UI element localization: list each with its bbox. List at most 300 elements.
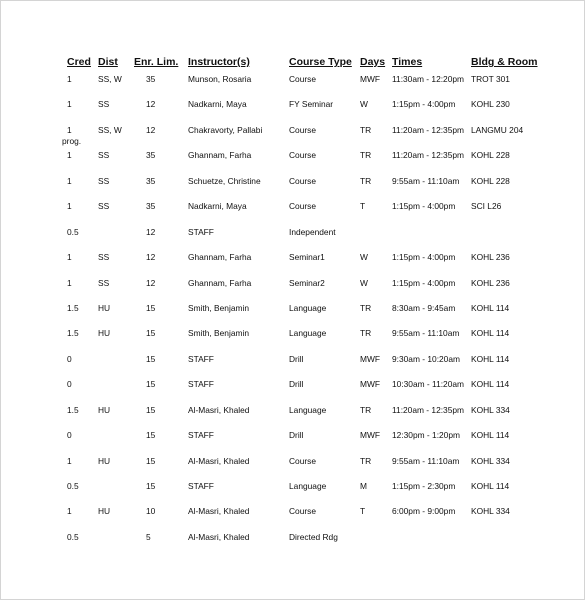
cell-dist-text: HU xyxy=(98,404,111,415)
cell-days xyxy=(360,197,392,222)
cell-cred-text: 1.5 xyxy=(67,328,79,339)
cell-course-type xyxy=(289,197,360,222)
table-header-row xyxy=(61,56,547,70)
cell-cred xyxy=(61,95,98,120)
cell-course-type xyxy=(289,375,360,400)
cell-days xyxy=(360,324,392,349)
cell-times xyxy=(392,401,471,426)
cell-course-type xyxy=(289,477,360,502)
cell-bldg-room xyxy=(471,274,547,299)
cell-enr-lim xyxy=(134,197,188,222)
cell-enr-lim xyxy=(134,299,188,324)
table-row xyxy=(61,197,547,222)
cell-cred-note: prog. xyxy=(62,135,82,146)
cell-cred-text: 1 xyxy=(67,252,72,263)
cell-enr-lim-text: 12 xyxy=(146,277,156,288)
cell-enr-lim xyxy=(134,452,188,477)
cell-bldg-room-text: KOHL 114 xyxy=(471,430,510,441)
cell-instructor xyxy=(188,248,289,273)
cell-dist-text: SS xyxy=(98,175,110,186)
cell-cred-text: 1 xyxy=(67,124,72,135)
cell-bldg-room-text: KOHL 114 xyxy=(471,302,510,313)
cell-dist xyxy=(98,528,134,553)
cell-bldg-room-text: KOHL 114 xyxy=(471,328,510,339)
cell-instructor-text: Ghannam, Farha xyxy=(188,150,252,161)
table-row xyxy=(61,375,547,400)
cell-enr-lim xyxy=(134,248,188,273)
cell-enr-lim xyxy=(134,121,188,146)
cell-cred xyxy=(61,248,98,273)
cell-instructor xyxy=(188,70,289,95)
cell-days-text: MWF xyxy=(360,353,380,364)
cell-course-type-text: Seminar2 xyxy=(289,277,325,288)
cell-instructor-text: Chakravorty, Pallabi xyxy=(188,124,263,135)
cell-instructor-text: STAFF xyxy=(188,430,214,441)
cell-times xyxy=(392,172,471,197)
table-row xyxy=(61,223,547,248)
cell-instructor xyxy=(188,274,289,299)
cell-days-text: MWF xyxy=(360,74,380,84)
cell-times xyxy=(392,350,471,375)
cell-enr-lim xyxy=(134,95,188,120)
cell-times-text: 11:20am - 12:35pm xyxy=(392,404,465,415)
cell-days xyxy=(360,274,392,299)
cell-days xyxy=(360,172,392,197)
cell-instructor xyxy=(188,197,289,222)
cell-cred xyxy=(61,70,98,95)
cell-bldg-room xyxy=(471,146,547,171)
cell-times xyxy=(392,70,471,95)
cell-course-type xyxy=(289,502,360,527)
table-row xyxy=(61,502,547,527)
cell-times xyxy=(392,375,471,400)
cell-course-type xyxy=(289,401,360,426)
cell-times-text: 9:55am - 11:10am xyxy=(392,455,460,466)
cell-course-type xyxy=(289,299,360,324)
cell-cred xyxy=(61,350,98,375)
cell-enr-lim-text: 15 xyxy=(146,455,156,466)
cell-enr-lim xyxy=(134,502,188,527)
cell-instructor xyxy=(188,528,289,553)
cell-dist xyxy=(98,401,134,426)
cell-days xyxy=(360,452,392,477)
cell-enr-lim-text: 15 xyxy=(146,379,156,390)
cell-instructor-text: STAFF xyxy=(188,481,214,491)
table-row xyxy=(61,452,547,477)
cell-days xyxy=(360,70,392,95)
cell-course-type xyxy=(289,146,360,171)
cell-enr-lim xyxy=(134,223,188,248)
cell-cred-text: 1.5 xyxy=(67,404,79,415)
cell-course-type xyxy=(289,350,360,375)
cell-times xyxy=(392,299,471,324)
table-row xyxy=(61,350,547,375)
cell-instructor xyxy=(188,324,289,349)
course-schedule-table xyxy=(61,56,547,553)
header-enr-lim: Enr. Lim. xyxy=(134,56,179,68)
cell-times-text: 10:30am - 11:20am xyxy=(392,379,465,390)
cell-dist xyxy=(98,477,134,502)
cell-dist-text: SS xyxy=(98,99,110,110)
cell-cred-text: 0 xyxy=(67,430,72,441)
cell-instructor xyxy=(188,95,289,120)
cell-days-text: TR xyxy=(360,302,372,313)
cell-days-text: TR xyxy=(360,328,372,339)
cell-course-type-text: Course xyxy=(289,175,316,186)
header-days: Days xyxy=(360,56,386,68)
cell-cred-text: 0.5 xyxy=(67,531,79,542)
cell-course-type-text: Language xyxy=(289,404,327,415)
cell-days-text: TR xyxy=(360,175,372,186)
table-row xyxy=(61,248,547,273)
cell-bldg-room xyxy=(471,324,547,349)
cell-bldg-room-text: LANGMU 204 xyxy=(471,124,524,135)
cell-times-text: 12:30pm - 1:20pm xyxy=(392,430,460,441)
cell-dist xyxy=(98,502,134,527)
cell-bldg-room xyxy=(471,70,547,95)
cell-times xyxy=(392,452,471,477)
cell-bldg-room xyxy=(471,299,547,324)
cell-dist-text: HU xyxy=(98,506,111,517)
cell-course-type-text: Language xyxy=(289,481,327,491)
cell-bldg-room xyxy=(471,197,547,222)
cell-course-type xyxy=(289,121,360,146)
cell-dist xyxy=(98,146,134,171)
cell-instructor-text: Al-Masri, Khaled xyxy=(188,506,250,517)
cell-course-type xyxy=(289,452,360,477)
cell-cred xyxy=(61,197,98,222)
table-row xyxy=(61,477,547,502)
cell-enr-lim-text: 35 xyxy=(146,175,156,186)
cell-dist-text: HU xyxy=(98,455,111,466)
cell-course-type xyxy=(289,324,360,349)
cell-instructor-text: Smith, Benjamin xyxy=(188,302,249,313)
cell-course-type xyxy=(289,223,360,248)
cell-times-text: 1:15pm - 4:00pm xyxy=(392,201,456,212)
cell-days-text: MWF xyxy=(360,379,380,390)
cell-times-text: 1:15pm - 4:00pm xyxy=(392,99,456,110)
cell-bldg-room-text: KOHL 334 xyxy=(471,455,510,466)
cell-cred xyxy=(61,121,98,146)
cell-course-type-text: Drill xyxy=(289,379,304,390)
cell-cred xyxy=(61,375,98,400)
cell-bldg-room xyxy=(471,350,547,375)
table-row xyxy=(61,95,547,120)
header-instructors: Instructor(s) xyxy=(188,56,250,68)
cell-bldg-room xyxy=(471,401,547,426)
cell-cred xyxy=(61,324,98,349)
cell-dist-text: SS xyxy=(98,201,110,212)
cell-enr-lim-text: 12 xyxy=(146,252,156,263)
cell-instructor-text: Smith, Benjamin xyxy=(188,328,249,339)
cell-times xyxy=(392,197,471,222)
cell-days xyxy=(360,375,392,400)
cell-course-type xyxy=(289,528,360,553)
cell-enr-lim xyxy=(134,324,188,349)
cell-course-type-text: Independent xyxy=(289,226,336,237)
header-cred: Cred xyxy=(67,56,91,68)
cell-times xyxy=(392,426,471,451)
cell-dist xyxy=(98,274,134,299)
cell-times xyxy=(392,121,471,146)
cell-course-type-text: Drill xyxy=(289,430,304,441)
cell-bldg-room-text: KOHL 334 xyxy=(471,506,510,517)
cell-instructor xyxy=(188,477,289,502)
cell-instructor-text: STAFF xyxy=(188,353,214,364)
cell-course-type xyxy=(289,426,360,451)
cell-enr-lim-text: 35 xyxy=(146,74,156,84)
cell-course-type xyxy=(289,248,360,273)
cell-bldg-room xyxy=(471,172,547,197)
cell-days xyxy=(360,401,392,426)
cell-bldg-room-text: KOHL 228 xyxy=(471,175,510,186)
cell-enr-lim xyxy=(134,401,188,426)
table-row xyxy=(61,146,547,171)
cell-cred xyxy=(61,401,98,426)
cell-times-text: 11:20am - 12:35pm xyxy=(392,150,465,161)
table-row xyxy=(61,121,547,146)
cell-times-text: 9:55am - 11:10am xyxy=(392,175,460,186)
cell-days-text: W xyxy=(360,252,368,263)
cell-enr-lim-text: 12 xyxy=(146,124,156,135)
cell-dist xyxy=(98,350,134,375)
cell-cred xyxy=(61,528,98,553)
cell-dist xyxy=(98,172,134,197)
cell-dist xyxy=(98,375,134,400)
cell-instructor-text: Nadkarni, Maya xyxy=(188,99,247,110)
cell-instructor-text: Ghannam, Farha xyxy=(188,252,252,263)
cell-enr-lim xyxy=(134,172,188,197)
table-row xyxy=(61,70,547,95)
cell-enr-lim-text: 15 xyxy=(146,328,156,339)
cell-instructor xyxy=(188,502,289,527)
cell-days-text: W xyxy=(360,277,368,288)
cell-enr-lim-text: 12 xyxy=(146,226,156,237)
cell-dist xyxy=(98,248,134,273)
cell-dist-text: SS xyxy=(98,252,110,263)
cell-days xyxy=(360,95,392,120)
cell-bldg-room-text: KOHL 236 xyxy=(471,277,510,288)
cell-cred-text: 1.5 xyxy=(67,302,79,313)
cell-enr-lim xyxy=(134,426,188,451)
cell-enr-lim xyxy=(134,274,188,299)
cell-instructor-text: Ghannam, Farha xyxy=(188,277,252,288)
cell-enr-lim-text: 15 xyxy=(146,481,156,491)
cell-course-type-text: Course xyxy=(289,506,316,517)
cell-days-text: TR xyxy=(360,455,372,466)
cell-times-text: 1:15pm - 4:00pm xyxy=(392,277,456,288)
cell-cred xyxy=(61,426,98,451)
cell-cred-text: 1 xyxy=(67,277,72,288)
cell-bldg-room-text: SCI L26 xyxy=(471,201,502,212)
cell-dist xyxy=(98,299,134,324)
cell-bldg-room xyxy=(471,375,547,400)
cell-days xyxy=(360,121,392,146)
cell-bldg-room-text: KOHL 114 xyxy=(471,481,510,491)
cell-course-type xyxy=(289,95,360,120)
cell-times xyxy=(392,324,471,349)
cell-days-text: W xyxy=(360,99,368,110)
cell-cred-text: 0.5 xyxy=(67,226,79,237)
cell-days xyxy=(360,248,392,273)
cell-times-text: 9:55am - 11:10am xyxy=(392,328,460,339)
cell-days xyxy=(360,223,392,248)
cell-course-type xyxy=(289,274,360,299)
cell-course-type-text: Course xyxy=(289,201,316,212)
cell-days-text: TR xyxy=(360,124,372,135)
cell-cred-text: 1 xyxy=(67,175,72,186)
cell-course-type-text: Seminar1 xyxy=(289,252,325,263)
cell-days xyxy=(360,528,392,553)
cell-times-text: 8:30am - 9:45am xyxy=(392,302,456,313)
cell-instructor xyxy=(188,121,289,146)
cell-times-text: 11:30am - 12:20pm xyxy=(392,74,465,84)
cell-days xyxy=(360,502,392,527)
cell-instructor-text: STAFF xyxy=(188,226,214,237)
cell-instructor-text: Schuetze, Christine xyxy=(188,175,261,186)
cell-enr-lim xyxy=(134,146,188,171)
cell-cred-text: 0.5 xyxy=(67,481,79,491)
table-body xyxy=(61,70,547,553)
cell-enr-lim-text: 12 xyxy=(146,99,156,110)
cell-bldg-room-text: TROT 301 xyxy=(471,74,510,84)
cell-enr-lim-text: 15 xyxy=(146,353,156,364)
table-row xyxy=(61,299,547,324)
cell-dist xyxy=(98,452,134,477)
cell-cred-text: 1 xyxy=(67,201,72,212)
cell-times xyxy=(392,528,471,553)
cell-bldg-room xyxy=(471,248,547,273)
cell-times xyxy=(392,223,471,248)
cell-dist-text: HU xyxy=(98,302,111,313)
cell-times-text: 11:20am - 12:35pm xyxy=(392,124,465,135)
cell-dist-text: SS xyxy=(98,150,110,161)
cell-instructor xyxy=(188,452,289,477)
cell-bldg-room-text: KOHL 114 xyxy=(471,353,510,364)
cell-dist xyxy=(98,70,134,95)
cell-times xyxy=(392,502,471,527)
cell-bldg-room xyxy=(471,426,547,451)
cell-instructor xyxy=(188,172,289,197)
cell-days xyxy=(360,477,392,502)
cell-enr-lim-text: 35 xyxy=(146,150,156,161)
cell-instructor xyxy=(188,223,289,248)
cell-bldg-room xyxy=(471,121,547,146)
cell-enr-lim xyxy=(134,528,188,553)
cell-enr-lim-text: 15 xyxy=(146,404,156,415)
cell-cred xyxy=(61,172,98,197)
cell-times xyxy=(392,146,471,171)
cell-course-type-text: FY Seminar xyxy=(289,99,334,110)
cell-enr-lim xyxy=(134,477,188,502)
cell-course-type xyxy=(289,172,360,197)
table-row xyxy=(61,324,547,349)
cell-times-text: 6:00pm - 9:00pm xyxy=(392,506,456,517)
cell-cred xyxy=(61,502,98,527)
cell-days xyxy=(360,146,392,171)
cell-instructor xyxy=(188,426,289,451)
cell-cred-text: 1 xyxy=(67,455,72,466)
cell-days-text: TR xyxy=(360,150,372,161)
cell-times xyxy=(392,248,471,273)
cell-dist xyxy=(98,95,134,120)
cell-instructor xyxy=(188,401,289,426)
cell-cred-text: 1 xyxy=(67,99,72,110)
cell-dist-text: SS xyxy=(98,277,110,288)
cell-instructor-text: Al-Masri, Khaled xyxy=(188,455,250,466)
table-row xyxy=(61,274,547,299)
cell-cred-text: 1 xyxy=(67,506,72,517)
header-bldg-room: Bldg & Room xyxy=(471,56,538,68)
cell-bldg-room-text: KOHL 230 xyxy=(471,99,510,110)
cell-days xyxy=(360,426,392,451)
cell-instructor-text: Munson, Rosaria xyxy=(188,74,252,84)
cell-dist xyxy=(98,324,134,349)
cell-cred xyxy=(61,299,98,324)
cell-enr-lim-text: 15 xyxy=(146,430,156,441)
cell-course-type-text: Drill xyxy=(289,353,304,364)
cell-bldg-room xyxy=(471,528,547,553)
cell-times xyxy=(392,274,471,299)
cell-days-text: M xyxy=(360,481,367,491)
cell-dist xyxy=(98,197,134,222)
table-row xyxy=(61,426,547,451)
cell-dist xyxy=(98,426,134,451)
header-dist: Dist xyxy=(98,56,118,68)
cell-enr-lim-text: 10 xyxy=(146,506,156,517)
cell-instructor xyxy=(188,146,289,171)
cell-enr-lim xyxy=(134,375,188,400)
cell-days xyxy=(360,299,392,324)
cell-days xyxy=(360,350,392,375)
cell-cred-text: 1 xyxy=(67,74,72,84)
cell-times-text: 9:30am - 10:20am xyxy=(392,353,460,364)
cell-instructor xyxy=(188,350,289,375)
cell-times-text: 1:15pm - 4:00pm xyxy=(392,252,456,263)
cell-bldg-room xyxy=(471,502,547,527)
cell-bldg-room xyxy=(471,223,547,248)
cell-cred-text: 0 xyxy=(67,379,72,390)
cell-bldg-room-text: KOHL 228 xyxy=(471,150,510,161)
cell-days-text: MWF xyxy=(360,430,380,441)
cell-course-type-text: Language xyxy=(289,302,327,313)
table-row xyxy=(61,401,547,426)
cell-days-text: TR xyxy=(360,404,372,415)
cell-instructor xyxy=(188,375,289,400)
cell-cred xyxy=(61,452,98,477)
cell-instructor-text: Nadkarni, Maya xyxy=(188,201,247,212)
cell-dist-text: HU xyxy=(98,328,111,339)
cell-course-type-text: Language xyxy=(289,328,327,339)
cell-bldg-room-text: KOHL 114 xyxy=(471,379,510,390)
cell-times xyxy=(392,95,471,120)
cell-dist-text: SS, W xyxy=(98,74,122,84)
cell-cred xyxy=(61,146,98,171)
cell-cred-text: 0 xyxy=(67,353,72,364)
cell-enr-lim-text: 5 xyxy=(146,531,151,542)
cell-bldg-room xyxy=(471,452,547,477)
cell-course-type-text: Course xyxy=(289,124,316,135)
cell-instructor xyxy=(188,299,289,324)
cell-enr-lim-text: 15 xyxy=(146,302,156,313)
cell-dist-text: SS, W xyxy=(98,124,122,135)
cell-course-type xyxy=(289,70,360,95)
cell-cred-text: 1 xyxy=(67,150,72,161)
table-row xyxy=(61,172,547,197)
cell-instructor-text: Al-Masri, Khaled xyxy=(188,404,250,415)
cell-course-type-text: Directed Rdg xyxy=(289,531,338,542)
cell-dist xyxy=(98,223,134,248)
